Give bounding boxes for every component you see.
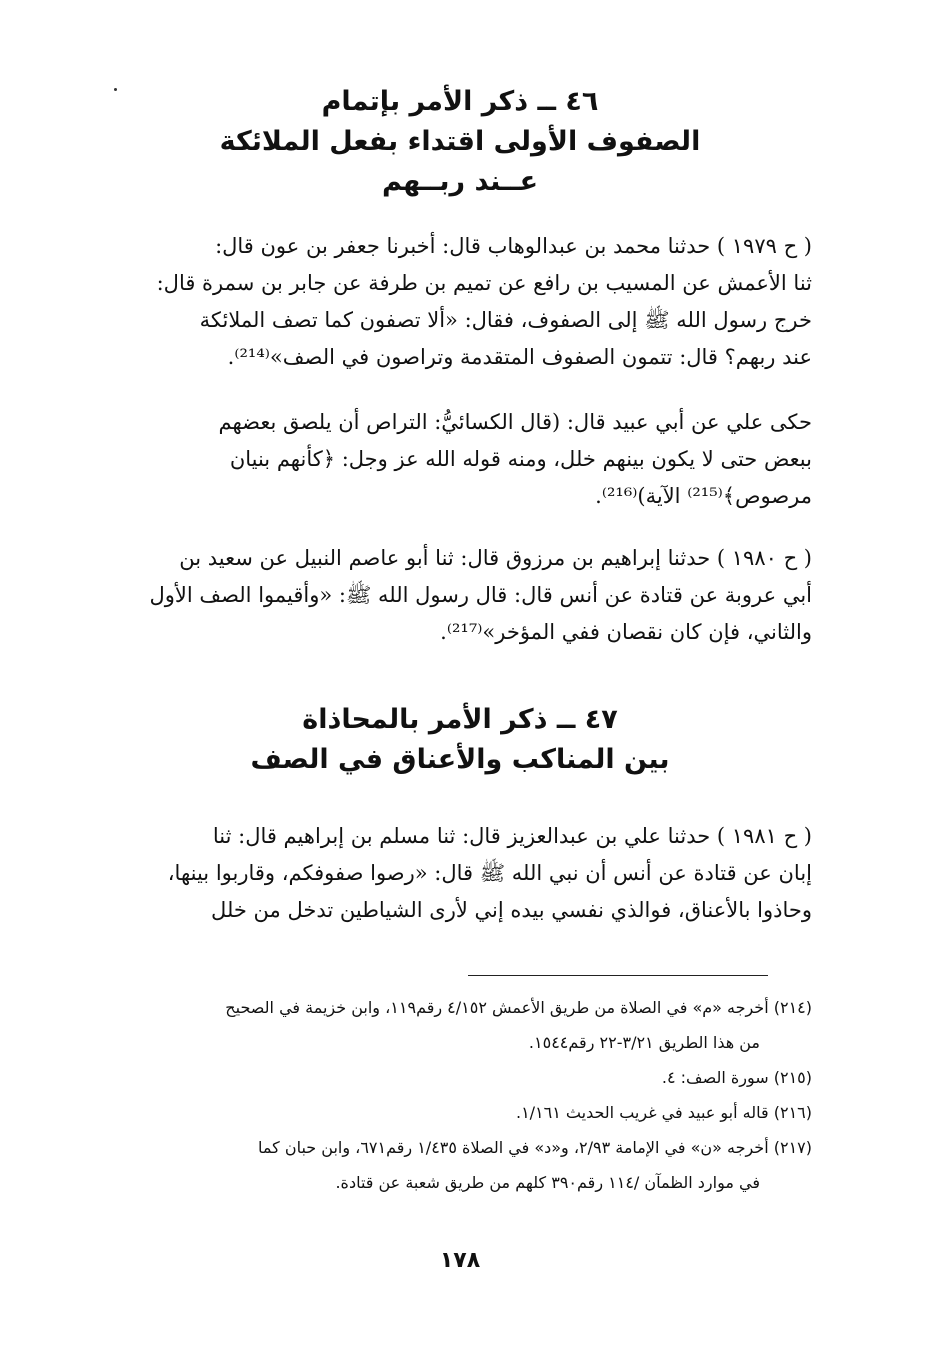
- hadith-1981-line-1: ( ح ١٩٨١ ) حدثنا علي بن عبدالعزيز قال: ثنا مسلم بن إبراهيم قال: ثنا: [212, 824, 812, 848]
- footnote-214: (٢١٤) أخرجه «م» في الصلاة من طريق الأعمش ٤/١٥٢ رقم١١٩، وابن خزيمة في الصحيح: [225, 998, 812, 1017]
- footnote-215: (٢١٥) سورة الصف: ٤.: [661, 1068, 812, 1087]
- hadith-1981-line-2: إبان عن قتادة عن أنس أن نبي الله ﷺ قال: «رصوا صفوفكم، وقاربوا بينها،: [167, 861, 812, 885]
- footnote-separator: [468, 975, 768, 976]
- kisai-note-paragraph: [100, 404, 812, 515]
- hadith-1981-line-3: وحاذوا بالأعناق، فوالذي نفسي بيده إني لأرى الشياطين تدخل من خلل: [211, 898, 812, 922]
- footnote-216: (٢١٦) قاله أبو عبيد في غريب الحديث ١/١٦١.: [515, 1103, 812, 1122]
- hadith-1979-paragraph: [100, 228, 812, 376]
- section-47-title-line-2: بين المناكب والأعناق في الصف: [250, 744, 670, 775]
- hadith-1979-line-1: ( ح ١٩٧٩ ) حدثنا محمد بن عبدالوهاب قال: أخبرنا جعفر بن عون قال:: [215, 234, 812, 258]
- section-46-title-line-1: ٤٦ ــ ذكر الأمر بإتمام: [321, 86, 599, 117]
- hadith-1979-line-4: عند ربهم؟ قال: تتمون الصفوف المتقدمة وتراصون في الصف»⁽²¹⁴⁾.: [227, 345, 812, 369]
- hadith-1980-line-3: والثاني، فإن كان نقصان ففي المؤخر»⁽²¹⁷⁾.: [440, 620, 812, 644]
- section-47-title-line-1: ٤٧ ــ ذكر الأمر بالمحاذاة: [302, 704, 618, 735]
- footnotes-block: [100, 990, 812, 1200]
- footnote-217: (٢١٧) أخرجه «ن» في الإمامة ٢/٩٣، و«د» في الصلاة ١/٤٣٥ رقم٦٧١، وابن حبان كما: [258, 1138, 812, 1157]
- hadith-1980-line-2: أبي عروبة عن قتادة عن أنس قال: قال رسول الله ﷺ: «وأقيموا الصف الأول: [149, 583, 812, 607]
- kisai-note-line-1: حكى علي عن أبي عبيد قال: (قال الكسائيُّ: التراص أن يلصق بعضهم: [218, 410, 812, 434]
- section-46-heading: [100, 82, 820, 202]
- footnote-217-continuation: في موارد الظمآن /١١٤ رقم٣٩٠ كلهم من طريق شعبة عن قتادة.: [335, 1173, 760, 1192]
- hadith-1979-line-2: ثنا الأعمش عن المسيب بن رافع عن تميم بن طرفة عن جابر بن سمرة قال:: [156, 271, 812, 295]
- kisai-note-line-3: مرصوص﴾⁽²¹⁵⁾ الآية)⁽²¹⁶⁾.: [595, 484, 812, 508]
- section-46-title-line-2: الصفوف الأولى اقتداء بفعل الملائكة: [219, 126, 701, 157]
- section-46-title-line-3: عــند ربــهم: [381, 166, 539, 197]
- hadith-1980-line-1: ( ح ١٩٨٠ ) حدثنا إبراهيم بن مرزوق قال: ثنا أبو عاصم النبيل عن سعيد بن: [179, 546, 812, 570]
- page-number: ١٧٨: [439, 1248, 481, 1273]
- hadith-1979-line-3: خرج رسول الله ﷺ إلى الصفوف، فقال: «ألا تصفون كما تصف الملائكة: [199, 308, 812, 332]
- hadith-1980-paragraph: [100, 540, 812, 651]
- hadith-1981-paragraph: [100, 818, 812, 929]
- kisai-note-line-2: ببعض حتى لا يكون بينهم خلل، ومنه قوله الله عز وجل: ﴿كأنهم بنيان: [229, 447, 812, 471]
- section-47-heading: [100, 700, 820, 780]
- footnote-214-continuation: من هذا الطريق ٣/٢١-٢٢ رقم١٥٤٤.: [528, 1033, 760, 1052]
